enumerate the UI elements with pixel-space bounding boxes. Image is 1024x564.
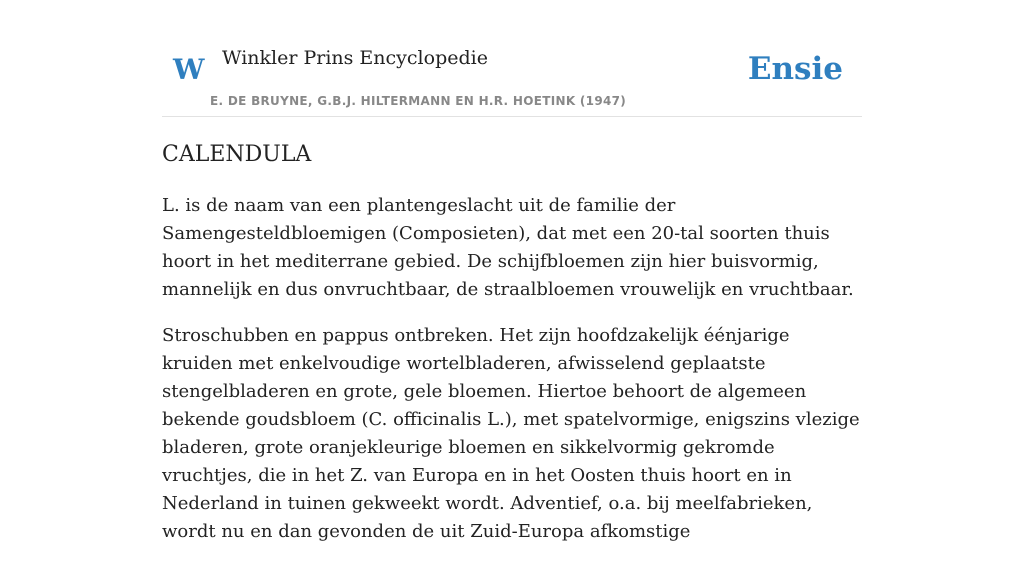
article-paragraph: Stroschubben en pappus ontbreken. Het zijn hoofdzakelijk éénjarige kruiden met enkelvoudige wortelbladeren, afwisselend geplaatste stengelbladeren en grote, gele bloemen. Hiertoe behoort de algemeen bekende goudsbloem (C. officinalis L.), met spatelvormige, enigszins vlezige bladeren, grote oranjekleurige bloemen en sikkelvormig gekromde vruchtjes, die in het Z. van Europa en in het Oosten thuis hoort en in Nederland in tuinen gekweekt wordt. Adventief, o.a. bij meelfabrieken, wordt nu en dan gevonden de uit Zuid-Europa afkomstige — [162, 325, 860, 542]
article-paragraph: L. is de naam van een plantengeslacht uit de familie der Samengesteldbloemigen (Composieten), dat met een 20-tal soorten thuis hoort in het mediterrane gebied. De schijfbloemen zijn hier buisvormig, mannelijk en dus onvruchtbaar, de straalbloemen vrouwelijk en vruchtbaar. — [162, 195, 854, 300]
source-logo[interactable]: W — [173, 53, 205, 86]
page — [162, 0, 862, 542]
brand-logo[interactable]: Ensie — [747, 51, 843, 87]
article-body — [162, 192, 862, 564]
source-title[interactable]: Winkler Prins Encyclopedie — [222, 47, 488, 69]
source-authors: E. DE BRUYNE, G.B.J. HILTERMANN EN H.R. HOETINK (1947) — [210, 94, 627, 108]
article-title: CALENDULA — [162, 142, 312, 167]
source-header — [162, 0, 862, 117]
